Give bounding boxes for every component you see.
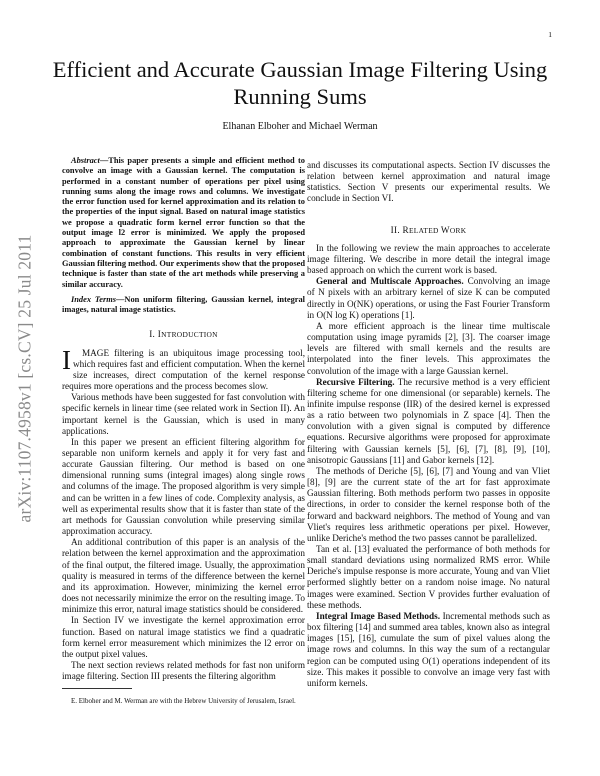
right-column [307,160,550,689]
intro-paragraph: In this paper we present an efficient filtering algorithm for separable non uniform kernels and apply it for very fast and accurate Gaussian filtering. Our method is based on one dimensional running sums (integral images) along single rows and columns of the image. The proposed algorithm is very simple and can be written in a few lines of code. Complexity analysis, as well as experimental results show that it is faster than state of the art methods for Gaussian convolution while preserving similar approximation accuracy. [62,436,305,537]
intro-paragraph: The next section reviews related methods for fast non uniform image filtering. Section III presents the filtering algorithm [62,659,305,682]
related-paragraph: The methods of Deriche [5], [6], [7] and Young and van Vliet [8], [9] are the current state of the art for fast approximate Gaussian filtering. Both methods perform two passes in opposite directions, in order to consider the kernel response both of the forward and backward neighbors. The method of Young and van Vliet's requires less arithmetic operations per pixel. However, unlike Deriche's method the two passes cannot be parallelized. [307,465,550,543]
page-number: 1 [548,30,552,39]
related-paragraph: Integral Image Based Methods. Incremental methods such as box filtering [14] and summed area tables, known also as integral images [15], [16], cumulate the sum of pixel values along the image rows and columns. In this way the sum of a rectangular region can be computed using O(1) operations independent of its size. This makes it possible to convolve an image very fast with uniform kernels. [307,610,550,688]
left-column [62,156,305,706]
index-terms-text: —Non uniform filtering, Gaussian kernel, integral images, natural image statistics. [62,294,305,315]
related-paragraph: General and Multiscale Approaches. Convolving an image of N pixels with an arbitrary kernel of size K can be computed directly in O(NK) operations, or using the Fast Fourier Transform in O(N log K) operations [1]. [307,276,550,320]
drop-cap: I [62,344,71,375]
footnote: E. Elboher and M. Werman are with the Hebrew University of Jerusalem, Israel. [71,697,296,706]
index-terms [62,295,305,316]
abstract [62,156,305,290]
related-paragraph: Tan et al. [13] evaluated the performance of both methods for small standard deviations using normalized RMS error. While Deriche's impulse response is more accurate, Young and van Vliet performed slightly better on a random noise image. No natural images were examined. Section V provides further evaluation of these methods. [307,544,550,610]
section-heading-related-work: II. RELATED WORK [390,224,467,235]
intro-paragraph: Various methods have been suggested for fast convolution with specific kernels in linear time (see related work in Section II). An important kernel is the Gaussian, which is used in many applications. [62,392,305,436]
abstract-label: Abstract [71,156,100,165]
authors: Elhanan Elboher and Michael Werman [222,121,378,132]
intro-paragraph: An additional contribution of this paper is an analysis of the relation between the kernel approximation and the approximation of the final output, the filtered image. Usually, the approximation quality is measured in terms of the difference between the kernel and its approximation. However, minimizing the kernel error does not necessarily minimize the error on the resulting image. To minimize this error, natural image statistics should be considered. [62,537,305,615]
intro-paragraph: I MAGE filtering is an ubiquitous image processing tool, which requires fast and efficient computation. When the kernel size increases, direct computation of the kernel response requires more operations and the process becomes slow. [62,348,305,393]
footnote-rule [62,688,132,689]
arxiv-stamp: arXiv:1107.4958v1 [cs.CV] 25 Jul 2011 [14,234,35,523]
related-paragraph: Recursive Filtering. The recursive method is a very efficient filtering scheme for one dimensional (or separable) kernels. The infinite impulse response (IIR) of the desired kernel is expressed as a ratio between two polynomials in Z space [4]. Then the convolution with a given signal is computed by difference equations. Recursive algorithms were proposed for approximate filtering with Gaussian kernels [5], [6], [7], [8], [9], [10], anisotropic Gaussians [11] and Gabor kernels [12]. [307,376,551,465]
paper-title: Efficient and Accurate Gaussian Image Filtering Using Running Sums [52,57,548,109]
section-heading-introduction: I. INTRODUCTION [149,329,218,340]
intro-paragraph: In Section IV we investigate the kernel approximation error function. Based on natural image statistics we find a quadratic form kernel error measurement which minimizes the l2 error on the output pixel values. [62,615,305,659]
abstract-text: —This paper presents a simple and efficient method to convolve an image with a Gaussian kernel. The computation is performed in a constant number of operations per pixel using running sums along the image rows and columns. We investigate the error function used for kernel approximation and its relation to the properties of the input signal. Based on natural image statistics we propose a quadratic form kernel error function so that the output image l2 error is minimized. We apply the proposed approach to approximate the Gaussian kernel by linear combination of constant functions. This results in very efficient Gaussian filtering method. Our experiments show that the proposed technique is faster than state of the art methods while preserving a similar accuracy. [62,156,305,289]
index-terms-label: Index Terms [71,294,117,304]
related-paragraph: In the following we review the main approaches to accelerate image filtering. We describe in more detail the integral image based approach on which the current work is based. [307,242,550,276]
intro-paragraph-continued: and discusses its computational aspects. Section IV discusses the relation between kernel approximation and natural image statistics. Section V presents our experimental results. We conclude in Section VI. [307,160,550,204]
related-paragraph: A more efficient approach is the linear time multiscale computation using image pyramids [2], [3]. The coarser image levels are filtered with small kernels and the results are interpolated into the finer levels. This approximates the convolution of the image with a large Gaussian kernel. [307,320,550,376]
